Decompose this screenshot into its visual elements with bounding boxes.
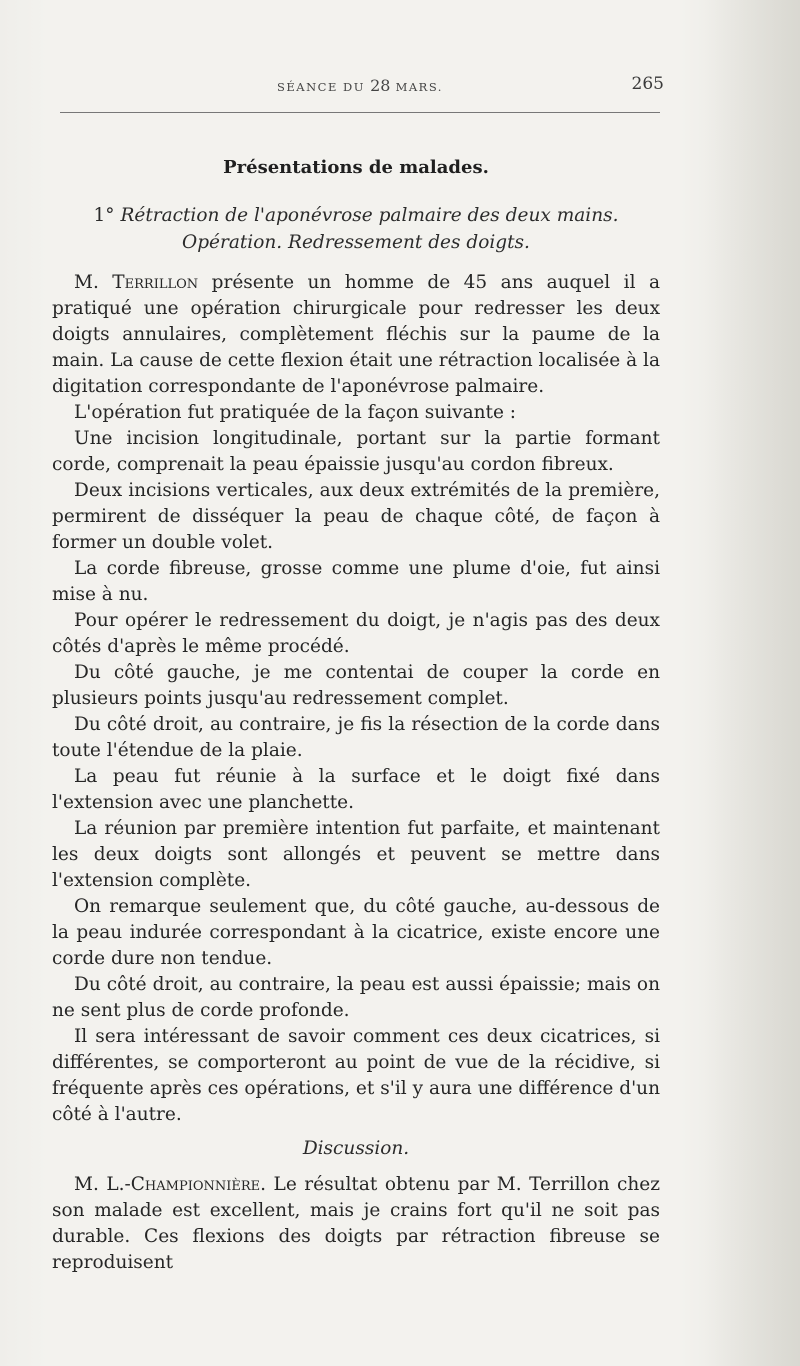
running-title-day: 28 [370,76,391,95]
speaker-name: M. Terrillon [74,272,199,293]
discussion-paragraph [52,1172,660,1276]
section-title: Présentations de malades. [223,157,489,178]
running-title-month: MARS. [395,80,443,94]
page-number: 265 [631,74,664,94]
paragraph: Du côté droit, au contraire, je fis la résection de la corde dans toute l'étendue de la plaie. [52,714,660,761]
paragraph: Du côté droit, au contraire, la peau est aussi épaissie; mais on ne sent plus de corde profonde. [52,974,660,1021]
paragraph: La corde fibreuse, grosse comme une plume d'oie, fut ainsi mise à nu. [52,558,660,605]
case-title-line-2: Opération. Redressement des doigts. [182,232,530,253]
paragraph: Du côté gauche, je me contentai de couper la corde en plusieurs points jusqu'au redressement complet. [52,662,660,709]
running-title [60,76,660,95]
paragraph [52,270,660,400]
header-rule [60,112,660,113]
case-number: 1° [93,205,115,226]
paragraph: L'opération fut pratiquée de la façon suivante : [74,402,517,423]
paragraph: Une incision longitudinale, portant sur la partie formant corde, comprenait la peau épaissie jusqu'au cordon fibreux. [52,428,660,475]
paragraph: On remarque seulement que, du côté gauche, au-dessous de la peau indurée correspondant à la cicatrice, existe encore une corde dure non tendue. [52,896,660,969]
case-title-text-1: Rétraction de l'aponévrose palmaire des deux mains. [120,205,619,226]
running-title-text: SÉANCE DU [277,80,365,94]
paragraph-text: Le résultat obtenu par M. Terrillon chez son malade est excellent, mais je crains fort qu'il ne soit pas durable. Ces flexions des doigts par rétraction fibreuse se reproduisent [52,1174,660,1273]
discussion-heading: Discussion. [302,1138,410,1159]
speaker-name: M. L.-Championnière. [74,1174,267,1195]
running-head [60,74,664,100]
body-text [52,270,660,1276]
paragraph-text: présente un homme de 45 ans auquel il a pratiqué une opération chirurgicale pour redresser les deux doigts annulaires, complètement fléchis sur la paume de la main. La cause de cette flexion était une rétraction localisée à la digitation correspondante de l'aponévrose palmaire. [52,272,660,397]
paragraph: Deux incisions verticales, aux deux extrémités de la première, permirent de disséquer la peau de chaque côté, de façon à former un double volet. [52,480,660,553]
paragraph: Il sera intéressant de savoir comment ces deux cicatrices, si différentes, se comporteront au point de vue de la récidive, si fréquente après ces opérations, et s'il y aura une différence d'un côté à l'autre. [52,1026,660,1125]
paragraph: La peau fut réunie à la surface et le doigt fixé dans l'extension avec une planchette. [52,766,660,813]
case-title-line-1 [0,205,712,226]
paragraph: Pour opérer le redressement du doigt, je n'agis pas des deux côtés d'après le même procédé. [52,610,660,657]
paragraph: La réunion par première intention fut parfaite, et maintenant les deux doigts sont allongés et peuvent se mettre dans l'extension complète. [52,818,660,891]
